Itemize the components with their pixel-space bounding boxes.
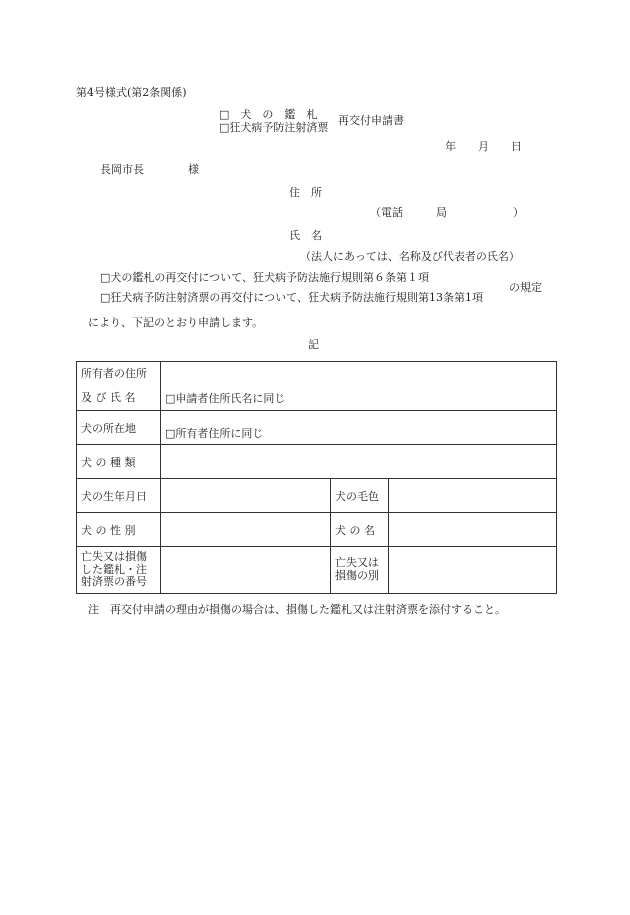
corporate-note: （法人にあっては、名称及び代表者の氏名） [300, 250, 520, 263]
lost-type-label [331, 547, 389, 594]
statement-line-conclusion: により、下記のとおり申請します。 [88, 316, 264, 329]
owner-label-line2: 及 び 氏 名 [81, 391, 136, 404]
footnote: 注 再交付申請の理由が損傷の場合は、損傷した鑑札又は注射済票を添付すること。 [88, 603, 506, 616]
addressee: 長岡市長 様 [100, 163, 199, 176]
owner-same-checkbox[interactable]: □申請者住所氏名に同じ [165, 392, 286, 405]
table-row-breed [77, 445, 557, 479]
title-option-injection-tag: □狂犬病予防注射済票 [219, 121, 329, 134]
owner-label-line1: 所有者の住所 [81, 367, 147, 380]
title-option-dog-tag: □ 犬 の 鑑 札 [219, 108, 318, 121]
dog-breed-value-cell[interactable] [161, 445, 557, 479]
lost-tag-label [77, 547, 161, 594]
owner-value-cell[interactable] [161, 362, 557, 411]
phone-line: （電話 局 ） [370, 206, 524, 219]
date-line: 年 月 日 [445, 140, 522, 153]
lost-type-value-cell[interactable] [389, 547, 557, 594]
lost-type-label-line2: 損傷の別 [335, 569, 379, 582]
dog-name-value-cell[interactable] [389, 513, 557, 547]
dog-sex-label: 犬 の 性 別 [77, 513, 161, 547]
dog-color-value-cell[interactable] [389, 479, 557, 513]
table-row-lost [77, 547, 557, 594]
dog-birth-value-cell[interactable] [161, 479, 331, 513]
statement-line-injection-tag: □狂犬病予防注射済票の再交付について、狂犬病予防法施行規則第13条第1項 [100, 291, 483, 304]
form-number: 第4号様式(第2条関係) [76, 86, 187, 99]
lost-tag-label-line2: した鑑札・注 [81, 562, 147, 576]
statement-line-dog-tag: □犬の鑑札の再交付について、狂犬病予防法施行規則第６条第１項 [100, 271, 429, 284]
table-row-owner [77, 362, 557, 411]
name-label: 氏 名 [289, 229, 322, 242]
location-same-checkbox[interactable]: □所有者住所に同じ [165, 427, 264, 440]
dog-location-label: 犬の所在地 [77, 411, 161, 445]
lost-tag-value-cell[interactable] [161, 547, 331, 594]
address-label: 住 所 [289, 186, 322, 199]
dog-name-label: 犬 の 名 [331, 513, 389, 547]
title-suffix: 再交付申請書 [338, 114, 404, 127]
statement-suffix: の規定 [509, 281, 542, 294]
table-row-location [77, 411, 557, 445]
dog-birth-label: 犬の生年月日 [77, 479, 161, 513]
dog-sex-value-cell[interactable] [161, 513, 331, 547]
lost-tag-label-line3: 射済票の番号 [81, 575, 147, 589]
ki-heading: 記 [308, 338, 319, 351]
lost-tag-label-line1: 亡失又は損傷 [81, 550, 147, 564]
application-table [76, 361, 557, 594]
dog-location-value-cell[interactable] [161, 411, 557, 445]
table-row-sex-name [77, 513, 557, 547]
table-row-birth-color [77, 479, 557, 513]
lost-type-label-line1: 亡失又は [335, 556, 379, 570]
owner-label-cell [77, 362, 161, 411]
dog-breed-label: 犬 の 種 類 [77, 445, 161, 479]
dog-color-label: 犬の毛色 [331, 479, 389, 513]
